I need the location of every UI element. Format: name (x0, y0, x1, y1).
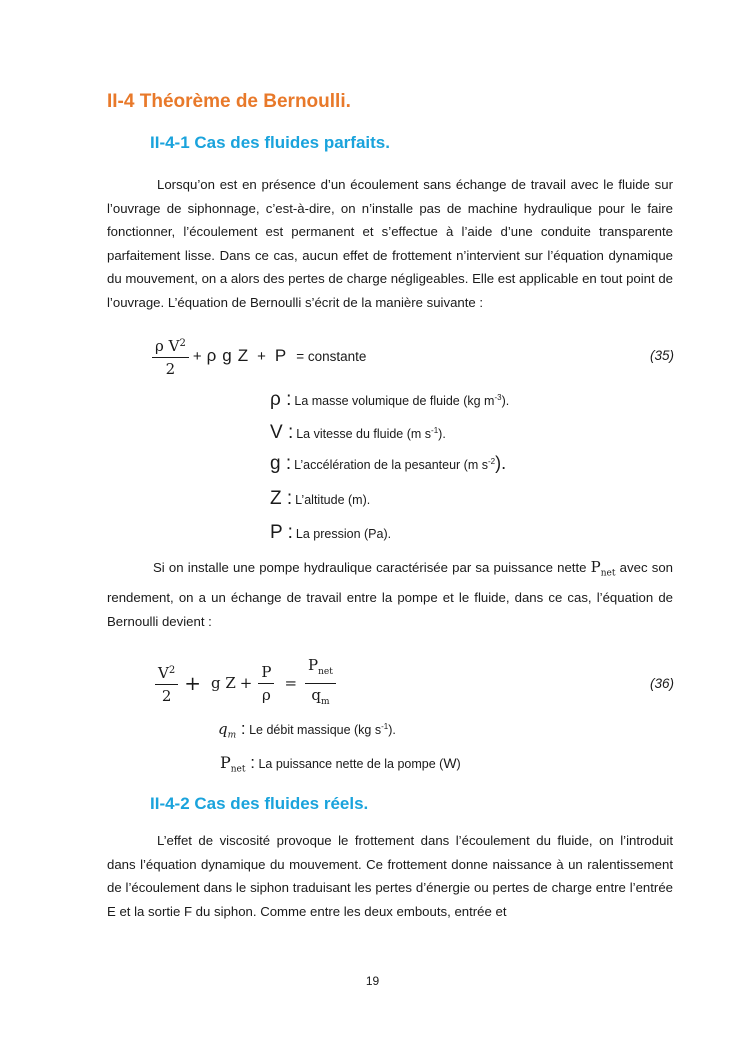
equation-35-number: (35) (650, 348, 675, 363)
legend-altitude: Z : L’altitude (m). (270, 488, 371, 509)
eq36-fraction-velocity: $\frac{V^2}{2}$ (155, 660, 178, 707)
eq36-fraction-power: $\frac{P_{net}}{q_m}$ (305, 654, 336, 713)
eq36-fraction-pressure: $\frac{P}{\rho}$ (258, 661, 274, 706)
paragraph-real-fluids: L’effet de viscosité provoque le frottement dans l’écoulement du fluide, on l’introduit dans l’équation dynamique du mouvement. Ce frottement donne naissance à un ralentissement de l’écoulement dans le siphon traduisant les pertes d’énergie ou pertes de charge entre l’entrée E et la sortie F du siphon. Comme entre les deux embouts, entrée et (107, 833, 673, 919)
eq35-fraction: $\frac{\rho V^2}{2}$ (152, 333, 189, 380)
legend-rho: ρ : La masse volumique de fluide (kg $m^{-3}$). (270, 389, 510, 410)
equation-36: $\frac{V^2}{2}$ + g Z + $\frac{P}{\rho}$ = $\frac{P_{net}}{q_m}$ (155, 657, 336, 709)
equation-35: $\frac{\rho V^2}{2}$ + ρ g Z + P = constante (152, 332, 366, 380)
legend-mass-flow: $q_m$ : Le débit massique (kg $s^{-1}$). (218, 719, 396, 741)
paragraph-pump: Si on installe une pompe hydraulique caractérisée par sa puissance nette $P_{net}$ avec son rendement, on a un échange de travail entre la pompe et le fluide, dans ce cas, l’équation de Bernoulli devient : (107, 558, 673, 629)
equation-36-number: (36) (650, 676, 675, 691)
subsection-title-perfect-fluids: II-4-1 Cas des fluides parfaits. (150, 133, 390, 152)
page-number: 19 (365, 974, 380, 988)
legend-net-power: $P_{net}$ : La puissance nette de la pompe (W) (220, 753, 461, 775)
legend-velocity: V : La vitesse du fluide (m $s^{-1}$). (270, 422, 446, 443)
paragraph-perfect-fluids: Lorsqu’on est en présence d’un écoulement sans échange de travail avec le fluide sur l’ouvrage de siphonnage, c’est-à-dire, on n’installe pas de machine hydraulique pour le faire fonctionner, l’écoulement est permanent et s’effectue à l’aide d’une conduite transparente parfaitement lisse. Dans ce cas, aucun effet de frottement n’intervient sur l’équation dynamique du mouvement, on a alors des pertes de charge négligeables. Elle est applicable en tout point de l’ouvrage. L’équation de Bernoulli s’écrit de la manière suivante : (107, 177, 673, 310)
legend-gravity: g : L’accélération de la pesanteur (m $s^{-2}$). (270, 453, 507, 474)
subsection-title-real-fluids: II-4-2 Cas des fluides réels. (150, 794, 369, 813)
legend-pressure: P : La pression (Pa). (270, 522, 392, 543)
section-title: II-4 Théorème de Bernoulli. (107, 91, 351, 112)
